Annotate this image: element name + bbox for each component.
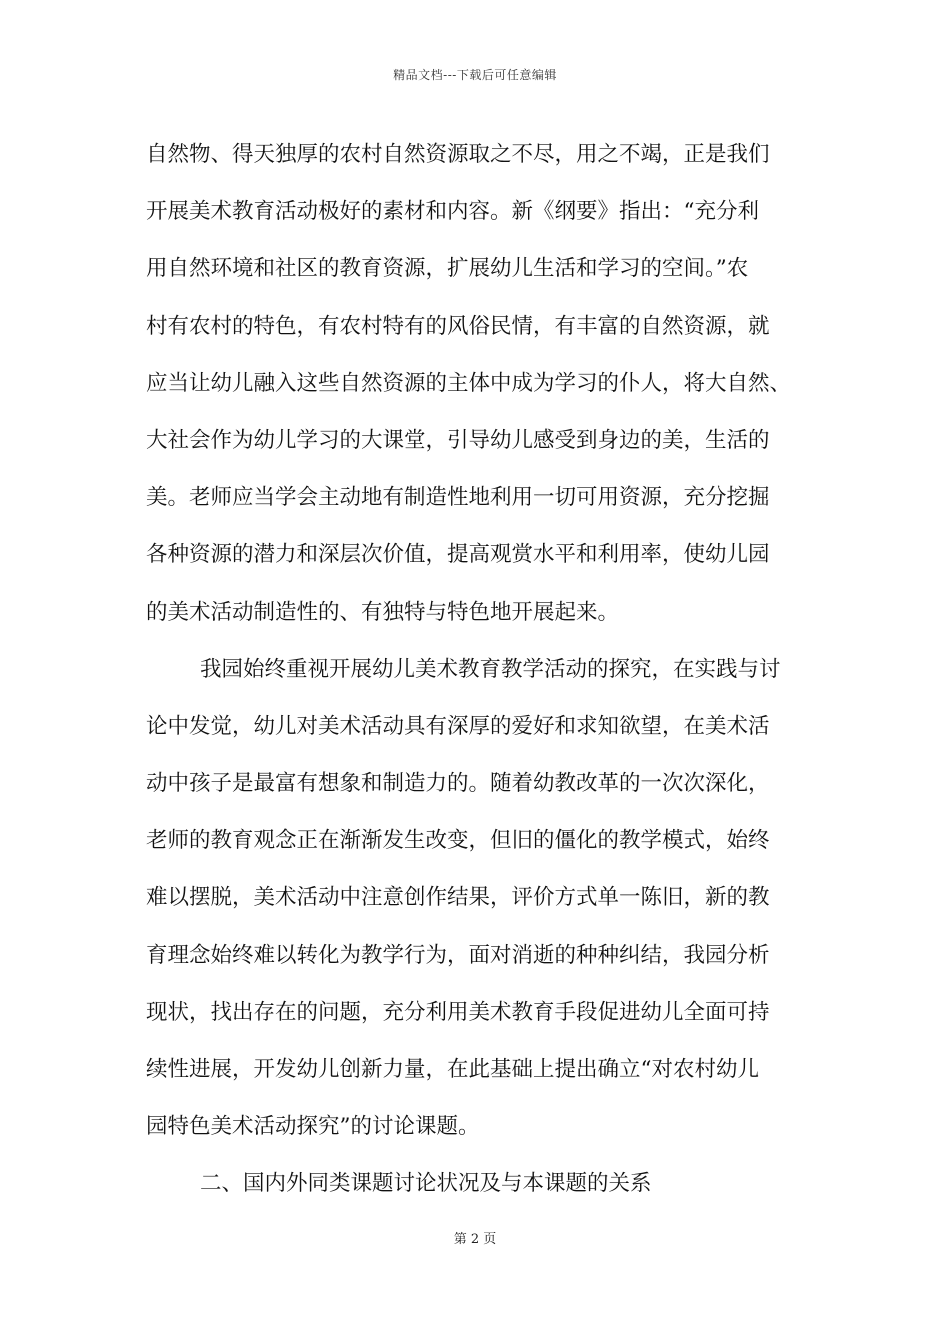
text-line: 难以摆脱，美术活动中注意创作结果，评价方式单一陈旧，新的教 [146,885,770,911]
section-heading: 二、国内外同类课题讨论状况及与本课题的关系 [200,1171,652,1197]
text-line: 村有农村的特色，有农村特有的风俗民情，有丰富的自然资源，就 [146,313,770,339]
page-number: 第 2 页 [453,1232,497,1247]
text-line: 现状，找出存在的问题，充分利用美术教育手段促进幼儿全面可持 [146,999,770,1025]
text-line: 大社会作为幼儿学习的大课堂，引导幼儿感受到身边的美，生活的 [146,427,770,453]
document-body [146,126,826,1213]
text-line: 开展美术教育活动极好的素材和内容。新《纲要》指出：“充分利 [146,199,759,225]
text-line: 我园始终重视开展幼儿美术教育教学活动的探究，在实践与讨 [200,656,781,682]
paragraph-1 [146,126,826,641]
text-line: 动中孩子是最富有想象和制造力的。随着幼教改革的一次次深化， [146,771,770,797]
text-line: 老师的教育观念正在渐渐发生改变，但旧的僵化的教学模式，始终 [146,828,770,854]
paragraph-2 [146,641,826,1156]
text-line: 续性进展，开发幼儿创新力量，在此基础上提出确立“对农村幼儿 [146,1057,759,1082]
text-line: 论中发觉，幼儿对美术活动具有深厚的爱好和求知欲望，在美术活 [146,713,770,739]
text-line: 育理念始终难以转化为教学行为，面对消逝的种种纠结，我园分析 [146,942,770,968]
page-header: 精品文档---下载后可任意编辑 [393,68,557,82]
text-line: 各种资源的潜力和深层次价值，提高观赏水平和利用率，使幼儿园 [146,542,770,568]
text-line: 自然物、得天独厚的农村自然资源取之不尽，用之不竭，正是我们 [146,142,770,167]
text-line: 用自然环境和社区的教育资源，扩展幼儿生活和学习的空间。”农 [146,256,749,282]
text-line: 园特色美术活动探究”的讨论课题。 [146,1114,480,1140]
text-line: 应当让幼儿融入这些自然资源的主体中成为学习的仆人，将大自然、 [146,370,792,396]
text-line: 美。老师应当学会主动地有制造性地利用一切可用资源，充分挖掘 [146,485,770,511]
text-line: 的美术活动制造性的、有独特与特色地开展起来。 [146,599,620,625]
